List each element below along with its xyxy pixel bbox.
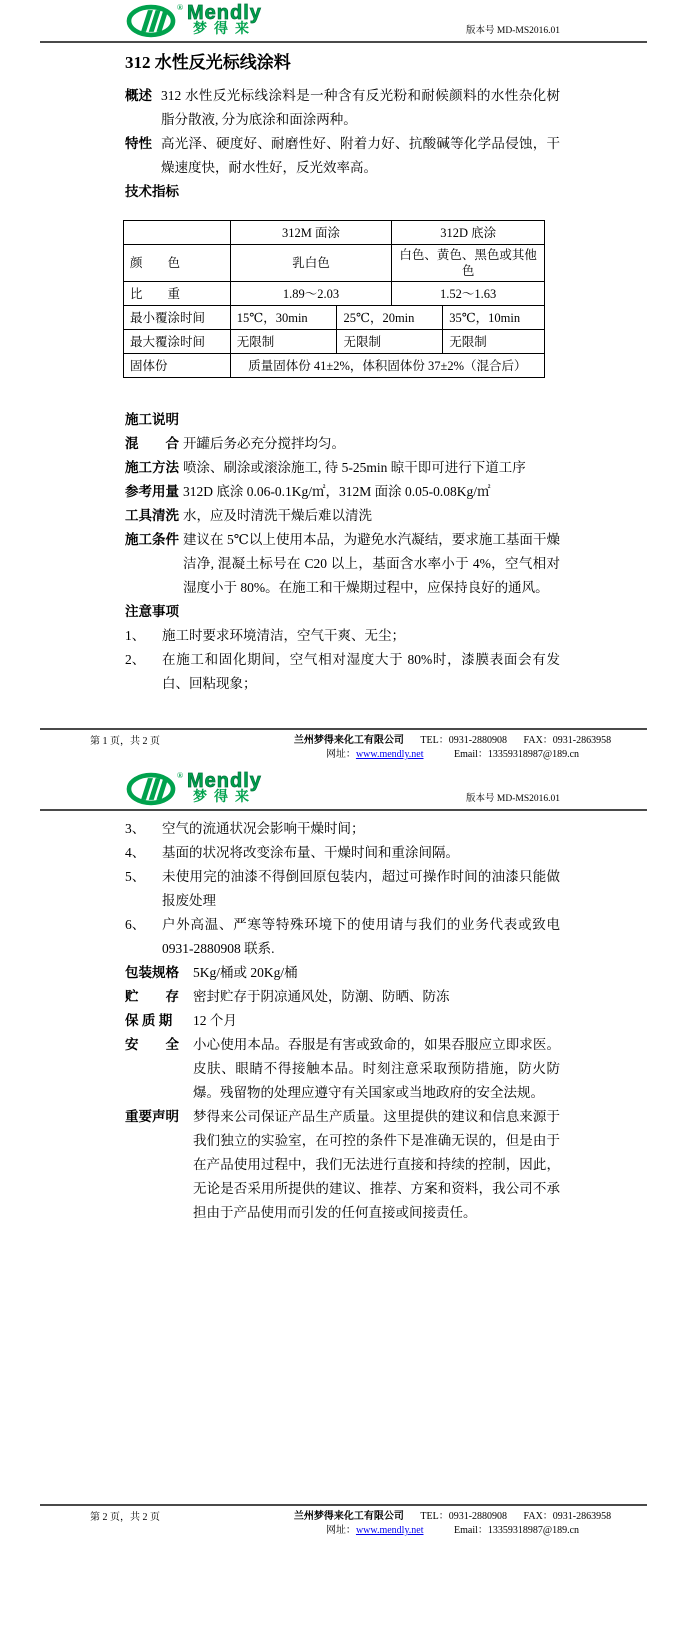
construction-item-mixing [125,432,560,456]
brand-wordmark [187,4,262,38]
page-1 [0,0,687,764]
document-title: 312 水性反光标线涂料 [125,53,291,72]
storage-text: 密封贮存于阴凉通风处，防潮、防晒、防冻 [193,989,450,1004]
table-cell-min-recoat-1: 15℃，30min [230,306,337,330]
overview-text: 312 水性反光标线涂料是一种含有反光粉和耐候颜料的水性杂化树脂分散液, 分为底涂和面涂两种。 [161,88,560,127]
construction-item-text: 建议在 5℃以上使用本品，为避免水汽凝结，要求施工基面干燥洁净, 混凝土标号在 C20 以上，基面含水率小于 4%，空气相对湿度小于 80%。在施工和干燥期过程中，应保持良好的通风。 [183,532,560,595]
construction-item-conditions [125,528,560,600]
note-number: 4、 [125,845,146,860]
note-item-3 [125,817,560,841]
notes-heading: 注意事项 [125,604,179,619]
company-name: 兰州梦得来化工有限公司 [293,1511,404,1522]
construction-item-label: 施工方法 [125,460,179,475]
note-text: 未使用完的油漆不得倒回原包装内，超过可操作时间的油漆只能做报废处理 [162,869,560,908]
construction-item-tool-cleaning [125,504,560,528]
shelf-life-label: 保 质 期 [125,1013,173,1028]
brand-logo [125,4,262,38]
table-cell-gravity-m: 1.89～2.03 [230,282,392,306]
overview-label: 概述 [125,88,152,103]
construction-item-label: 施工条件 [125,532,179,547]
table-cell-max-recoat-2: 无限制 [337,330,443,354]
note-item-5 [125,865,560,913]
packaging-label: 包装规格 [125,965,179,980]
footer-line-1 [258,734,647,748]
table-row-solids [124,354,545,378]
registered-trademark-icon: ® [177,3,183,12]
brand-wordmark [187,772,262,806]
feature-label: 特性 [125,136,152,151]
table-cell-min-recoat-2: 25℃，20min [337,306,443,330]
safety-label: 安 全 [125,1037,179,1052]
table-label-min-recoat: 最小覆涂时间 [124,306,231,330]
construction-heading: 施工说明 [125,412,179,427]
construction-item-label: 混 合 [125,436,179,451]
note-item-4 [125,841,560,865]
page-2 [0,764,687,1638]
table-row-max-recoat [124,330,545,354]
page-number: 第 2 页，共 2 页 [90,1512,160,1523]
note-item-2 [125,648,560,696]
brand-name-cn: 梦得来 [192,22,256,37]
company-tel: TEL：0931-2880908 [420,735,508,746]
note-item-1 [125,624,560,648]
construction-item-label: 参考用量 [125,484,179,499]
footer-body [0,734,687,762]
construction-item-text: 开罐后务必充分搅拌均匀。 [183,436,345,451]
construction-item-dosage [125,480,560,504]
page2-footer [0,1504,687,1538]
table-label-max-recoat: 最大覆涂时间 [124,330,231,354]
overview-section [125,84,560,132]
company-email: Email：13359318987@189.cn [454,749,580,760]
company-fax: FAX：0931-2863958 [523,1511,612,1522]
page1-content [0,52,687,696]
table-cell-max-recoat-3: 无限制 [443,330,545,354]
footer-contact-block [258,1510,647,1538]
mendly-logo-mark-icon [125,4,177,38]
website-link[interactable]: www.mendly.net [355,749,424,760]
disclaimer-section [125,1105,560,1225]
disclaimer-label: 重要声明 [125,1109,179,1124]
footer-divider [40,1504,647,1506]
table-cell-color-m: 乳白色 [230,245,392,282]
tech-spec-heading: 技术指标 [125,184,179,199]
footer-divider [40,728,647,730]
website-label: 网址： [325,1525,356,1536]
feature-text: 高光泽、硬度好、耐磨性好、附着力好、抗酸碱等化学品侵蚀，干燥速度快，耐水性好，反光效率高。 [161,136,560,175]
company-email: Email：13359318987@189.cn [454,1525,580,1536]
company-tel: TEL：0931-2880908 [420,1511,508,1522]
safety-text: 小心使用本品。吞服是有害或致命的，如果吞服应立即求医。皮肤、眼睛不得接触本品。时刻注意采取预防措施，防火防爆。残留物的处理应遵守有关国家或当地政府的安全法规。 [193,1037,560,1100]
page1-footer [0,728,687,762]
page2-header [0,764,687,809]
table-label-color: 颜 色 [124,245,231,282]
table-header-312m: 312M 面涂 [230,221,392,245]
footer-line-1 [258,1510,647,1524]
table-cell-gravity-d: 1.52～1.63 [392,282,545,306]
footer-line-2 [258,748,647,762]
footer-contact-block [258,734,647,762]
note-text: 空气的流通状况会影响干燥时间； [162,821,365,836]
table-header-312d: 312D 底涂 [392,221,545,245]
header-divider [40,41,647,43]
mendly-logo-mark-icon [125,772,177,806]
page1-header [0,0,687,41]
table-row-min-recoat [124,306,545,330]
table-cell-solids: 质量固体份 41±2%，体积固体份 37±2%（混合后） [230,354,544,378]
note-number: 5、 [125,869,146,884]
website-link[interactable]: www.mendly.net [355,1525,424,1536]
shelf-life-section [125,1009,560,1033]
note-number: 2、 [125,652,146,667]
construction-item-text: 喷涂、刷涂或滚涂施工, 待 5-25min 晾干即可进行下道工序 [183,460,526,475]
table-cell-max-recoat-1: 无限制 [230,330,337,354]
version-number: 版本号 MD-MS2016.01 [466,794,560,804]
brand-name-en: Mendly [186,2,262,24]
brand-name-en: Mendly [186,770,262,792]
table-row-gravity [124,282,545,306]
shelf-life-text: 12 个月 [193,1013,237,1028]
spec-table [123,220,545,378]
table-row-header [124,221,545,245]
construction-item-text: 水，应及时清洗干燥后难以清洗 [183,508,372,523]
table-cell-color-d: 白色、黄色、黑色或其他色 [392,245,545,282]
company-name: 兰州梦得来化工有限公司 [293,735,404,746]
registered-trademark-icon: ® [177,771,183,780]
note-text: 基面的状况将改变涂布量、干燥时间和重涂间隔。 [162,845,459,860]
company-fax: FAX：0931-2863958 [523,735,612,746]
note-text: 在施工和固化期间，空气相对湿度大于 80%时，漆膜表面会有发白、回粘现象； [162,652,560,691]
storage-label: 贮 存 [125,989,179,1004]
note-number: 3、 [125,821,146,836]
page2-content [0,811,687,1225]
storage-section [125,985,560,1009]
note-item-6 [125,913,560,961]
construction-item-label: 工具清洗 [125,508,179,523]
table-label-solids: 固体份 [124,354,231,378]
disclaimer-text: 梦得来公司保证产品生产质量。这里提供的建议和信息来源于我们独立的实验室，在可控的条件下是准确无误的，但是由于在产品使用过程中，我们无法进行直接和持续的控制，因此，无论是否采用所提供的建议、推荐、方案和资料，我公司不承担由于产品使用而引发的任何直接或间接责任。 [193,1109,560,1220]
safety-section [125,1033,560,1105]
brand-logo [125,772,262,806]
construction-item-method [125,456,560,480]
construction-item-text: 312D 底涂 0.06-0.1Kg/㎡，312M 面涂 0.05-0.08Kg/㎡ [183,484,491,499]
table-cell-empty [124,221,231,245]
note-number: 1、 [125,628,146,643]
footer-line-2 [258,1524,647,1538]
page-number: 第 1 页，共 2 页 [90,736,160,747]
table-label-gravity: 比 重 [124,282,231,306]
feature-section [125,132,560,180]
packaging-section [125,961,560,985]
packaging-text: 5Kg/桶或 20Kg/桶 [193,965,298,980]
table-row-color [124,245,545,282]
table-cell-min-recoat-3: 35℃，10min [443,306,545,330]
footer-body [0,1510,687,1538]
note-number: 6、 [125,917,146,932]
note-text: 户外高温、严寒等特殊环境下的使用请与我们的业务代表或致电 0931-2880908 联系. [162,917,560,956]
brand-name-cn: 梦得来 [192,790,256,805]
website-label: 网址： [325,749,356,760]
version-number: 版本号 MD-MS2016.01 [466,26,560,36]
note-text: 施工时要求环境清洁，空气干爽、无尘； [162,628,405,643]
